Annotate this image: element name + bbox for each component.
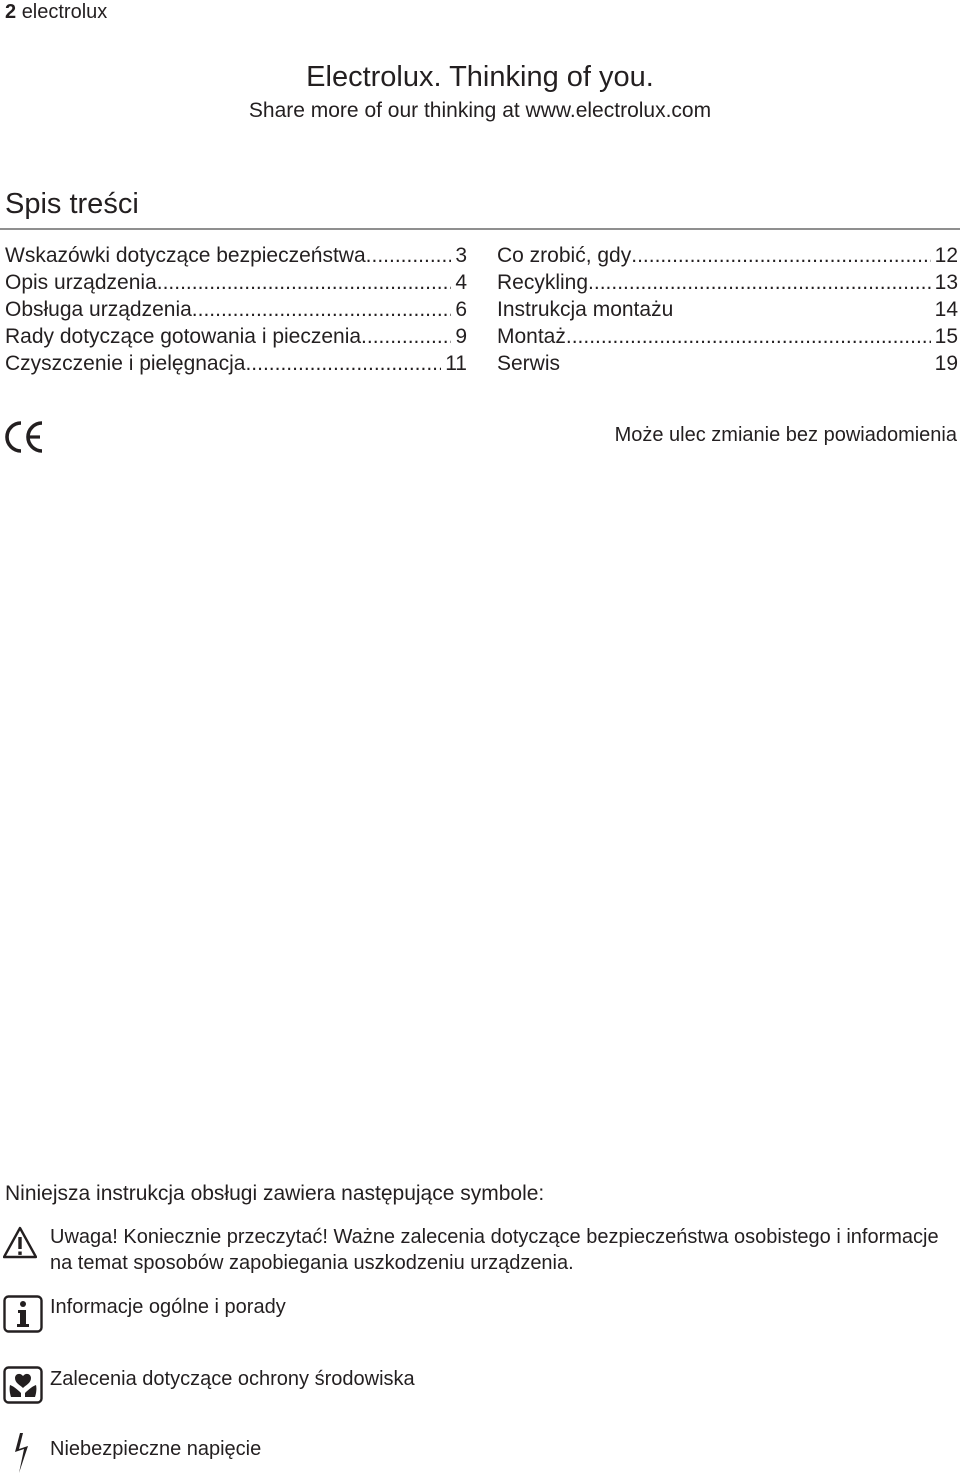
toc-entry-page: 15 [934,325,958,348]
toc-entry[interactable] [5,242,467,269]
toc-entry[interactable] [497,296,958,323]
symbol-voltage-text: Niebezpieczne napięcie [50,1438,262,1460]
warning-icon [3,1226,37,1260]
toc-entry-label: Obsługa urządzenia [5,298,192,321]
brand-name: electrolux [21,1,108,23]
toc-entry[interactable] [497,350,958,377]
toc-entry[interactable] [497,269,958,296]
toc-entry-page: 9 [455,325,467,348]
toc-left-column [5,242,467,377]
toc-entry[interactable] [5,323,467,350]
toc-entry-label: Recykling [497,271,589,294]
toc-entry[interactable] [497,242,958,269]
toc-entry-page: 13 [934,271,958,294]
toc-entry-label: Wskazówki dotyczące bezpieczeństwa [5,244,366,267]
toc-entry-label: Montaż [497,325,566,348]
change-notice: Może ulec zmianie bez powiadomienia [614,424,957,446]
page-number: 2 [5,1,17,23]
toc-entry-label: Opis urządzenia [5,271,157,294]
toc-entry-page: 14 [934,298,958,321]
share-line: Share more of our thinking at www.electrolux.com [248,99,712,122]
toc-entry[interactable] [497,323,958,350]
symbols-intro: Niniejsza instrukcja obsługi zawiera następujące symbole: [5,1182,545,1205]
toc-entry-page: 12 [934,244,958,267]
toc-divider [0,228,960,230]
toc-entry-label: Co zrobić, gdy [497,244,632,267]
ce-mark-icon [3,420,45,454]
toc-title: Spis treści [5,188,139,220]
symbol-info-text: Informacje ogólne i porady [50,1296,286,1318]
symbol-warning-text: Uwaga! Koniecznie przeczytać! Ważne zalecenia dotyczące bezpieczeństwa osobistego i informacje na temat sposobów zapobiegania uszkodzeniu urządzenia. [50,1226,939,1274]
toc-entry-label: Serwis [497,352,561,375]
toc-entry-label: Instrukcja montażu [497,298,674,321]
toc-entry-page: 11 [445,352,467,375]
high-voltage-icon [3,1432,37,1474]
symbol-environment-text: Zalecenia dotyczące ochrony środowiska [50,1368,415,1390]
toc-entry-page: 3 [455,244,467,267]
toc-entry-page: 4 [455,271,467,294]
toc-entry[interactable] [5,350,467,377]
toc-entry-label: Rady dotyczące gotowania i pieczenia [5,325,362,348]
page-header [5,0,107,24]
toc-entry-page: 19 [934,352,958,375]
toc-entry[interactable] [5,269,467,296]
environment-icon [3,1366,43,1404]
slogan: Electrolux. Thinking of you. [306,61,654,93]
toc-entry-page: 6 [455,298,467,321]
toc-right-column [497,242,958,377]
info-icon [3,1295,43,1333]
toc-entry[interactable] [5,296,467,323]
toc-entry-label: Czyszczenie i pielęgnacja [5,352,246,375]
